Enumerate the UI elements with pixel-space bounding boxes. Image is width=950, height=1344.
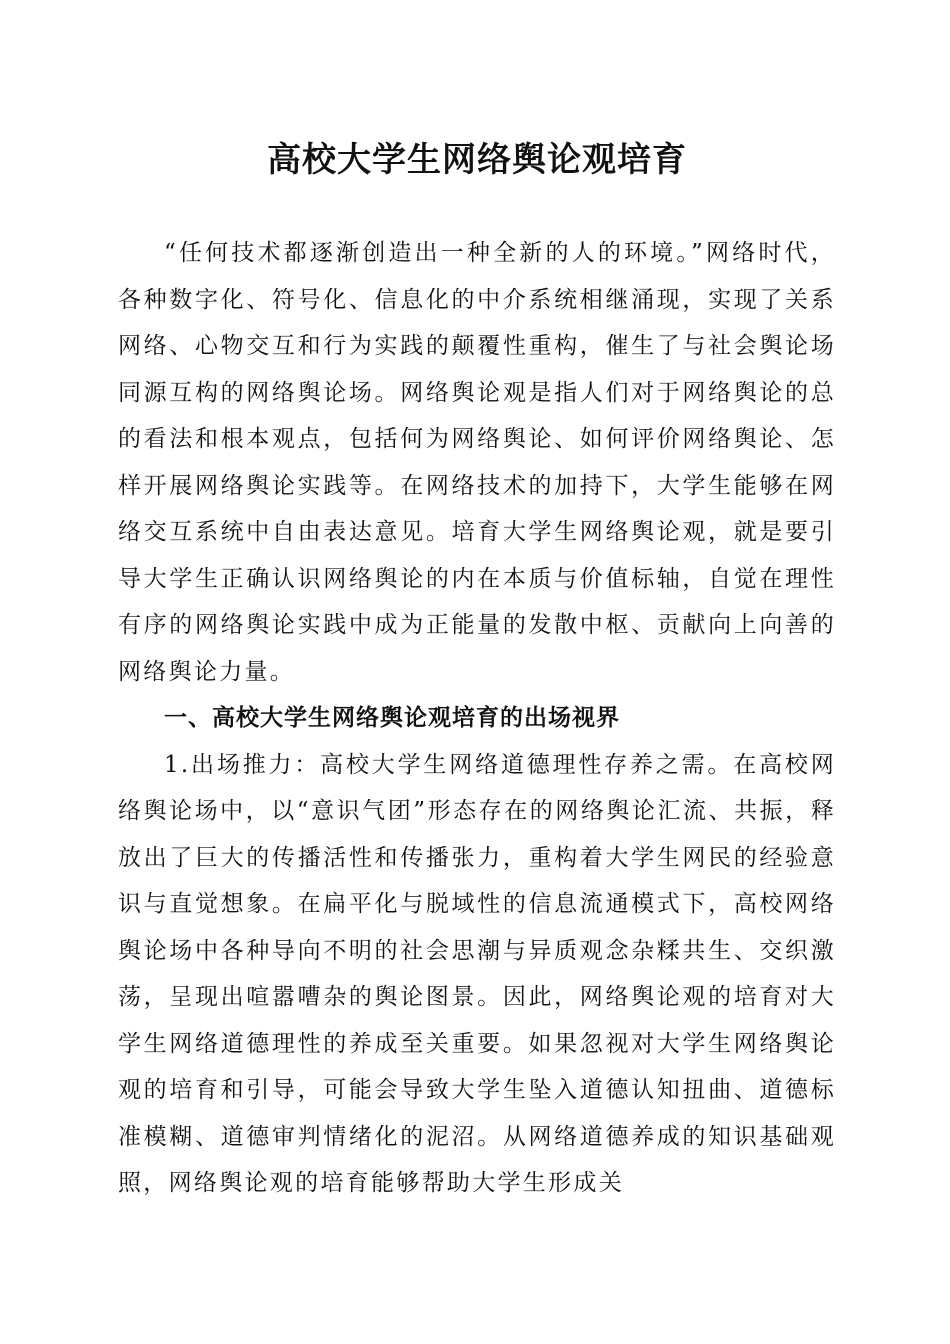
document-body	[118, 230, 836, 1207]
document-title: 高校大学生网络舆论观培育	[267, 140, 687, 180]
section-heading: 一、高校大学生网络舆论观培育的出场视界	[164, 705, 620, 731]
subsection-paragraph	[118, 742, 836, 1207]
subsection-lead: 1.出场推力：	[164, 751, 321, 778]
intro-paragraph: “任何技术都逐渐创造出一种全新的人的环境。”网络时代，各种数字化、符号化、信息化的中介系统相继涌现，实现了关系网络、心物交互和行为实践的颠覆性重构，催生了与社会舆论场同源互构的网络舆论场。网络舆论观是指人们对于网络舆论的总的看法和根本观点，包括何为网络舆论、如何评价网络舆论、怎样开展网络舆论实践等。在网络技术的加持下，大学生能够在网络交互系统中自由表达意见。培育大学生网络舆论观，就是要引导大学生正确认识网络舆论的内在本质与价值标轴，自觉在理性有序的网络舆论实践中成为正能量的发散中枢、贡献向上向善的网络舆论力量。	[118, 240, 836, 685]
subsection-text: 高校大学生网络道德理性存养之需。在高校网络舆论场中，以“意识气团”形态存在的网络舆论汇流、共振，释放出了巨大的传播活性和传播张力，重构着大学生网民的经验意识与直觉想象。在扁平化与脱域性的信息流通模式下，高校网络舆论场中各种导向不明的社会思潮与异质观念杂糅共生、交织激荡，呈现出喧嚣嘈杂的舆论图景。因此，网络舆论观的培育对大学生网络道德理性的养成至关重要。如果忽视对大学生网络舆论观的培育和引导，可能会导致大学生坠入道德认知扭曲、道德标准模糊、道德审判情绪化的泥沼。从网络道德养成的知识基础观照，网络舆论观的培育能够帮助大学生形成关	[118, 751, 837, 1196]
document-page	[118, 0, 836, 1344]
